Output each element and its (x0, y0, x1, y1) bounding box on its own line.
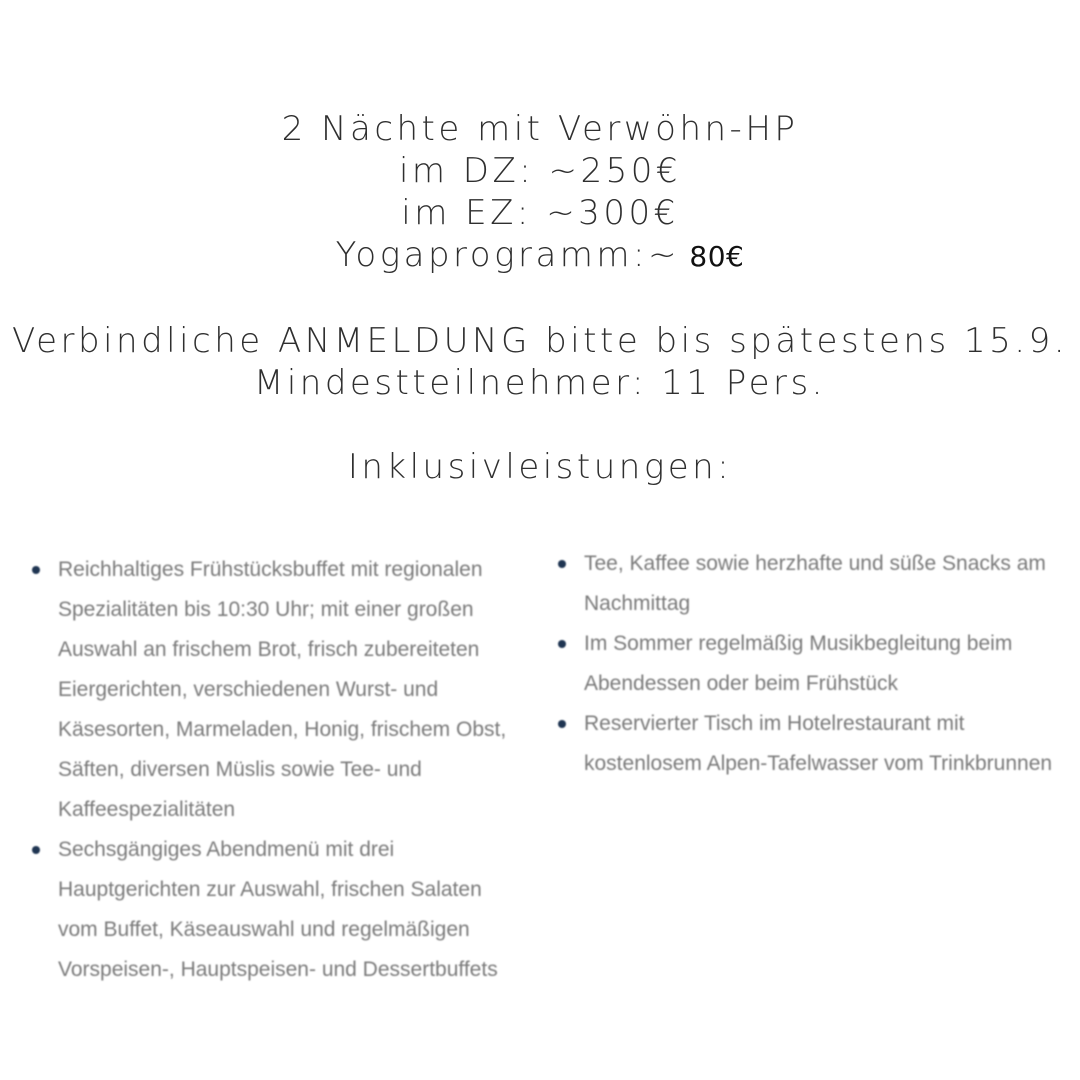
list-item-text: Sechsgängiges Abendmenü mit drei Hauptgerichten zur Auswahl, frischen Salaten vom Buffet, Käseauswahl und regelmäßigen Vorspeisen-, Hauptspeisen- und Dessertbuffets (58, 838, 498, 981)
minimum-participants: Mindestteilnehmer: 11 Pers. (254, 363, 826, 403)
nights-title: 2 Nächte mit Verwöhn-HP (281, 109, 799, 149)
inclusions-title: Inklusivleistungen: (347, 447, 733, 487)
list-item (30, 550, 520, 830)
yoga-price: 80€ (679, 240, 745, 273)
list-item-text: Reichhaltiges Frühstücksbuffet mit regionalen Spezialitäten bis 10:30 Uhr; mit einer großen Auswahl an frischem Brot, frisch zubereiteten Eiergerichten, verschiedenen Wurst- und Käsesorten, Marmeladen, Honig, frischem Obst, Säften, diversen Müslis sowie Tee- und Kaffeespezialitäten (58, 558, 507, 821)
inclusions-list-left (30, 550, 520, 990)
list-item (30, 830, 520, 990)
bullet-icon (558, 560, 566, 568)
bullet-icon (32, 846, 40, 854)
inclusions-columns (0, 548, 1080, 1080)
list-item-text: Tee, Kaffee sowie herzhafte und süße Snacks am Nachmittag (584, 552, 1046, 615)
price-single-room: im EZ: ~300€ (401, 193, 679, 233)
inclusions-list-right (556, 544, 1066, 784)
list-item-text: Reservierter Tisch im Hotelrestaurant mit kostenlosem Alpen-Tafelwasser vom Trinkbrunnen (584, 712, 1053, 775)
registration-deadline: Verbindliche ANMELDUNG bitte bis spätestens 15.9. (11, 321, 1069, 361)
yoga-label: Yogaprogramm:~ (335, 235, 680, 275)
price-double-room: im DZ: ~250€ (398, 151, 682, 191)
bullet-icon (32, 566, 40, 574)
list-item (556, 704, 1066, 784)
yoga-price-line (0, 234, 1080, 278)
bullet-icon (558, 640, 566, 648)
bullet-icon (558, 720, 566, 728)
list-item (556, 544, 1066, 624)
list-item-text: Im Sommer regelmäßig Musikbegleitung beim Abendessen oder beim Frühstück (584, 632, 1013, 695)
list-item (556, 624, 1066, 704)
offer-header (0, 108, 1080, 488)
